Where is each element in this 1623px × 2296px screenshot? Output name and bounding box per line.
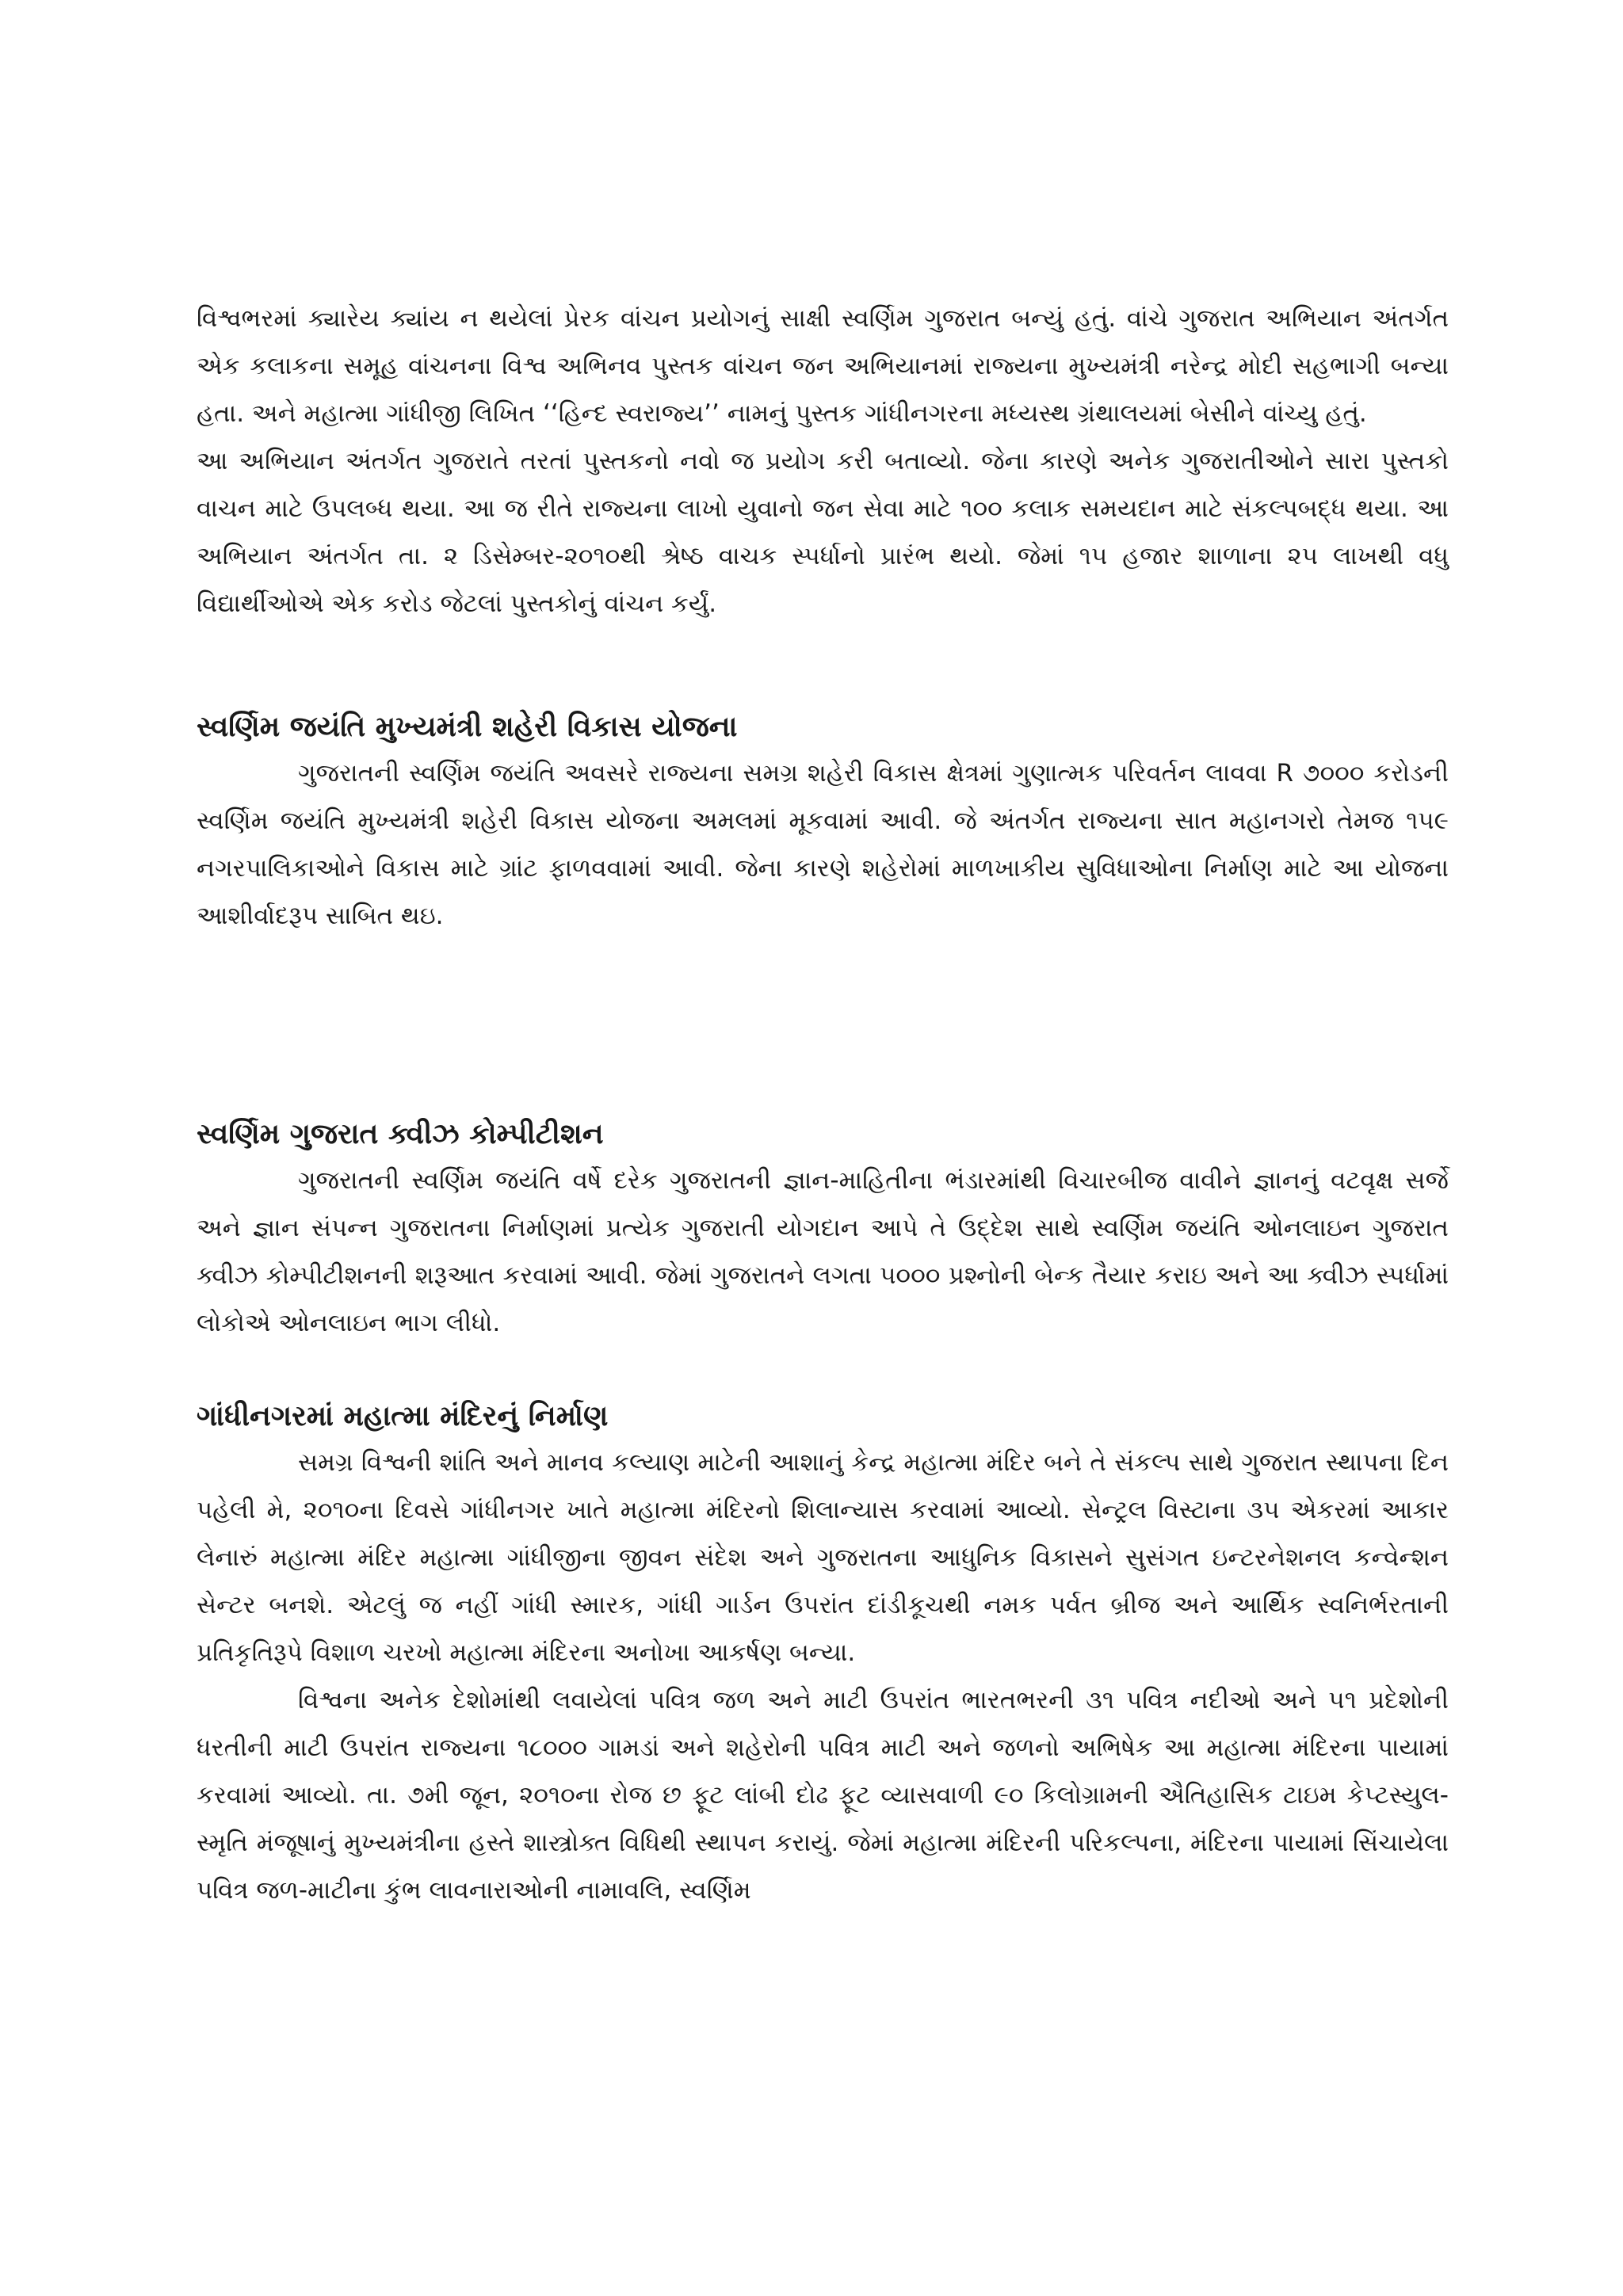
intro-section (197, 295, 1449, 627)
intro-paragraph-1: વિશ્વભરમાં ક્યારેય ક્યાંય ન થયેલાં પ્રેરક વાંચન પ્રયોગનું સાક્ષી સ્વર્ણિમ ગુજરાત બન્યું હતું. વાંચે ગુજરાત અભિયાન અંતર્ગત એક કલાકના સમૂહ વાંચનના વિશ્વ અભિનવ પુસ્તક વાંચન જન અભિયાનમાં રાજ્યના મુખ્યમંત્રી નરેન્દ્ર મોદી સહભાગી બન્યા હતા. અને મહાત્મા ગાંધીજી લિખિત ‘‘હિન્દ સ્વરાજ્ય’’ નામનું પુસ્તક ગાંધીનગરના મધ્યસ્થ ગ્રંથાલયમાં બેસીને વાંચ્યુ હતું. (197, 304, 1449, 428)
section-urban-development (197, 705, 1449, 940)
section-body-mahatma-mandir-2: વિશ્વના અનેક દેશોમાંથી લવાયેલાં પવિત્ર જળ અને માટી ઉપરાંત ભારતભરની ૩૧ પવિત્ર નદીઓ અને ૫૧ પ્રદેશોની ધરતીની માટી ઉપરાંત રાજ્યના ૧૮૦૦૦ ગામડાં અને શહેરોની પવિત્ર માટી અને જળનો અભિષેક આ મહાત્મા મંદિરના પાયામાં કરવામાં આવ્યો. તા. ૭મી જૂન, ૨૦૧૦ના રોજ છ ફૂટ લાંબી દોઢ ફૂટ વ્યાસવાળી ૯૦ કિલોગ્રામની ઐતિહાસિક ટાઇમ કેપ્ટસ્યુલ-સ્મૃતિ મંજૂષાનું મુખ્યમંત્રીના હસ્તે શાસ્ત્રોક્ત વિધિથી સ્થાપન કરાયું. જેમાં મહાત્મા મંદિરની પરિકલ્પના, મંદિરના પાયામાં સિંચાયેલા પવિત્ર જળ-માટીના કુંભ લાવનારાઓની નામાવલિ, સ્વર્ણિમ (197, 1686, 1449, 1905)
section-mahatma-mandir (197, 1394, 1449, 1914)
section-heading-quiz-competition: સ્વર્ણિમ ગુજરાત ક્વીઝ કોમ્પીટીશન (197, 1118, 604, 1150)
section-body-mahatma-mandir-1: સમગ્ર વિશ્વની શાંતિ અને માનવ કલ્યાણ માટેની આશાનું કેન્દ્ર મહાત્મા મંદિર બને તે સંકલ્પ સાથે ગુજરાત સ્થાપના દિન પહેલી મે, ૨૦૧૦ના દિવસે ગાંધીનગર ખાતે મહાત્મા મંદિરનો શિલાન્યાસ કરવામાં આવ્યો. સેન્ટ્રલ વિસ્ટાના ૩૫ એકરમાં આકાર લેનારું મહાત્મા મંદિર મહાત્મા ગાંધીજીના જીવન સંદેશ અને ગુજરાતના આધુનિક વિકાસને સુસંગત ઇન્ટરનેશનલ કન્વેન્શન સેન્ટર બનશે. એટલું જ નહીં ગાંધી સ્મારક, ગાંધી ગાર્ડન ઉપરાંત દાંડીકૂચથી નમક પર્વત બ્રીજ અને આર્થિક સ્વનિર્ભરતાની પ્રતિકૃતિરૂપે વિશાળ ચરખો મહાત્મા મંદિરના અનોખા આકર્ષણ બન્યા. (197, 1448, 1449, 1667)
section-heading-urban-development: સ્વર્ણિમ જયંતિ મુખ્યમંત્રી શહેરી વિકાસ યોજના (197, 711, 738, 743)
section-body-quiz-competition: ગુજરાતની સ્વર્ણિમ જયંતિ વર્ષે દરેક ગુજરાતની જ્ઞાન-માહિતીના ભંડારમાંથી વિચારબીજ વાવીને જ્ઞાનનું વટવૃક્ષ સર્જે અને જ્ઞાન સંપન્ન ગુજરાતના નિર્માણમાં પ્રત્યેક ગુજરાતી યોગદાન આપે તે ઉદ્દેશ સાથે સ્વર્ણિમ જયંતિ ઓનલાઇન ગુજરાત ક્વીઝ કોમ્પીટીશનની શરૂઆત કરવામાં આવી. જેમાં ગુજરાતને લગતા ૫૦૦૦ પ્રશ્નોની બેન્ક તૈયાર કરાઇ અને આ ક્વીઝ સ્પર્ધામાં લોકોએ ઓનલાઇન ભાગ લીધો. (197, 1166, 1449, 1337)
section-quiz-competition (197, 1112, 1449, 1347)
intro-paragraph-2: આ અભિયાન અંતર્ગત ગુજરાતે તરતાં પુસ્તકનો નવો જ પ્રયોગ કરી બતાવ્યો. જેના કારણે અનેક ગુજરાતીઓને સારા પુસ્તકો વાચન માટે ઉપલબ્ધ થયા. આ જ રીતે રાજ્યના લાખો યુવાનો જન સેવા માટે ૧૦૦ કલાક સમયદાન માટે સંકલ્પબદ્ધ થયા. આ અભિયાન અંતર્ગત તા. ૨ ડિસેમ્બર-૨૦૧૦થી શ્રેષ્ઠ વાચક સ્પર્ધાનો પ્રારંભ થયો. જેમાં ૧૫ હજાર શાળાના ૨૫ લાખથી વધુ વિદ્યાર્થીઓએ એક કરોડ જેટલાં પુસ્તકોનું વાંચન કર્યું. (197, 447, 1449, 618)
section-body-urban-development: ગુજરાતની સ્વર્ણિમ જયંતિ અવસરે રાજ્યના સમગ્ર શહેરી વિકાસ ક્ષેત્રમાં ગુણાત્મક પરિવર્તન લાવવા R ૭૦૦૦ કરોડની સ્વર્ણિમ જયંતિ મુખ્યમંત્રી શહેરી વિકાસ યોજના અમલમાં મૂકવામાં આવી. જે અંતર્ગત રાજ્યના સાત મહાનગરો તેમજ ૧૫૯ નગરપાલિકાઓને વિકાસ માટે ગ્રાંટ ફાળવવામાં આવી. જેના કારણે શહેરોમાં માળખાકીય સુવિધાઓના નિર્માણ માટે આ યોજના આશીર્વાદરૂપ સાબિત થઇ. (197, 759, 1449, 930)
section-heading-mahatma-mandir: ગાંધીનગરમાં મહાત્મા મંદિરનું નિર્માણ (197, 1400, 609, 1432)
